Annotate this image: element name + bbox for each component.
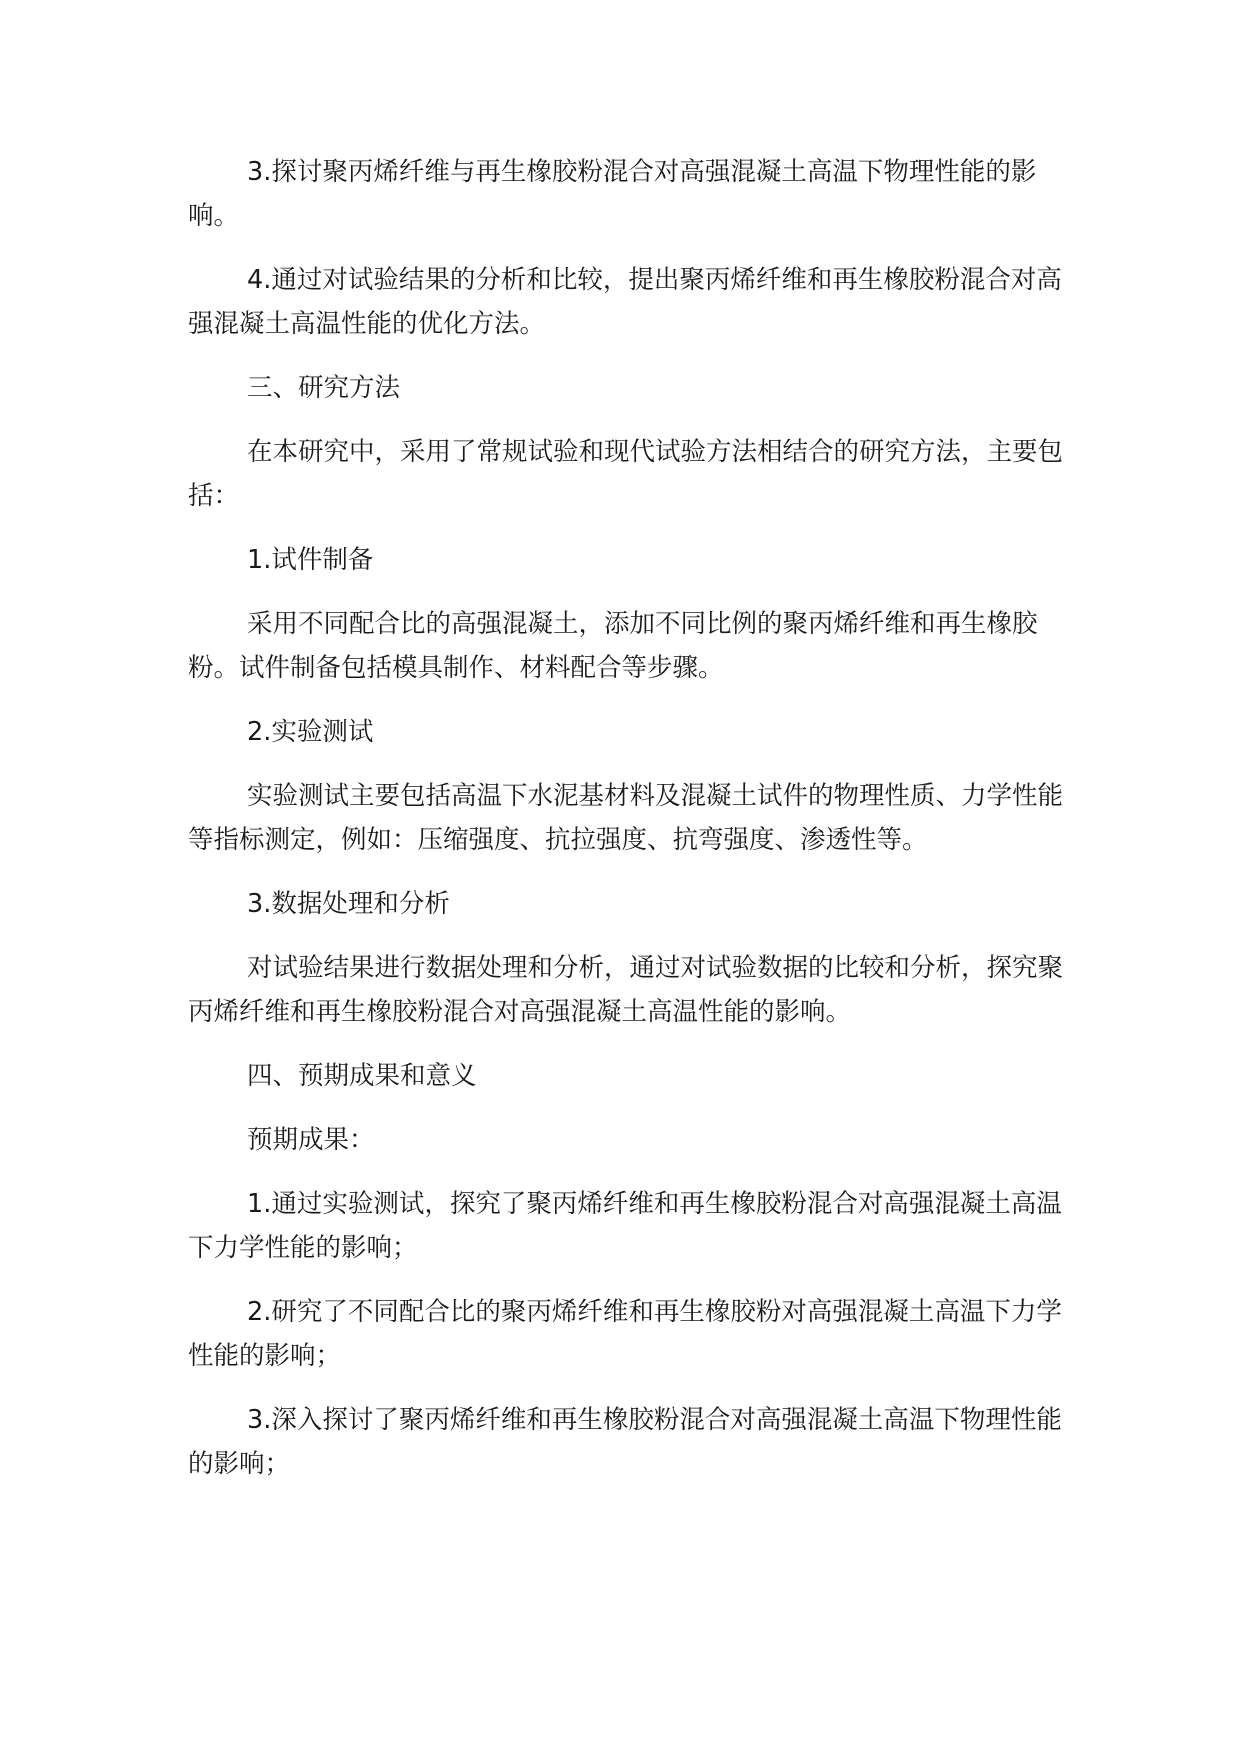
paragraph: 采用不同配合比的高强混凝土，添加不同比例的聚丙烯纤维和再生橡胶粉。试件制备包括模具制作、材料配合等步骤。 xyxy=(188,609,1038,683)
paragraph: 4.通过对试验结果的分析和比较，提出聚丙烯纤维和再生橡胶粉混合对高强混凝土高温性能的优化方法。 xyxy=(188,265,1062,339)
list-item: 2.研究了不同配合比的聚丙烯纤维和再生橡胶粉对高强混凝土高温下力学性能的影响； xyxy=(188,1297,1062,1371)
paragraph: 实验测试主要包括高温下水泥基材料及混凝土试件的物理性质、力学性能等指标测定，例如：压缩强度、抗拉强度、抗弯强度、渗透性等。 xyxy=(188,781,1064,855)
subheading: 3.数据处理和分析 xyxy=(247,889,450,919)
paragraph: 对试验结果进行数据处理和分析，通过对试验数据的比较和分析，探究聚丙烯纤维和再生橡胶粉混合对高强混凝土高温性能的影响。 xyxy=(188,953,1064,1027)
document-body xyxy=(188,150,1068,1506)
subheading: 1.试件制备 xyxy=(247,545,374,575)
paragraph: 在本研究中，采用了常规试验和现代试验方法相结合的研究方法，主要包括： xyxy=(188,437,1064,511)
subheading: 2.实验测试 xyxy=(247,717,374,747)
section-heading: 三、研究方法 xyxy=(247,373,401,403)
section-heading: 四、预期成果和意义 xyxy=(247,1061,477,1091)
paragraph: 3.探讨聚丙烯纤维与再生橡胶粉混合对高强混凝土高温下物理性能的影响。 xyxy=(188,157,1037,231)
list-item: 3.深入探讨了聚丙烯纤维和再生橡胶粉混合对高强混凝土高温下物理性能的影响； xyxy=(188,1405,1062,1479)
subheading: 预期成果： xyxy=(247,1125,375,1155)
list-item: 1.通过实验测试，探究了聚丙烯纤维和再生橡胶粉混合对高强混凝土高温下力学性能的影响； xyxy=(188,1189,1062,1263)
